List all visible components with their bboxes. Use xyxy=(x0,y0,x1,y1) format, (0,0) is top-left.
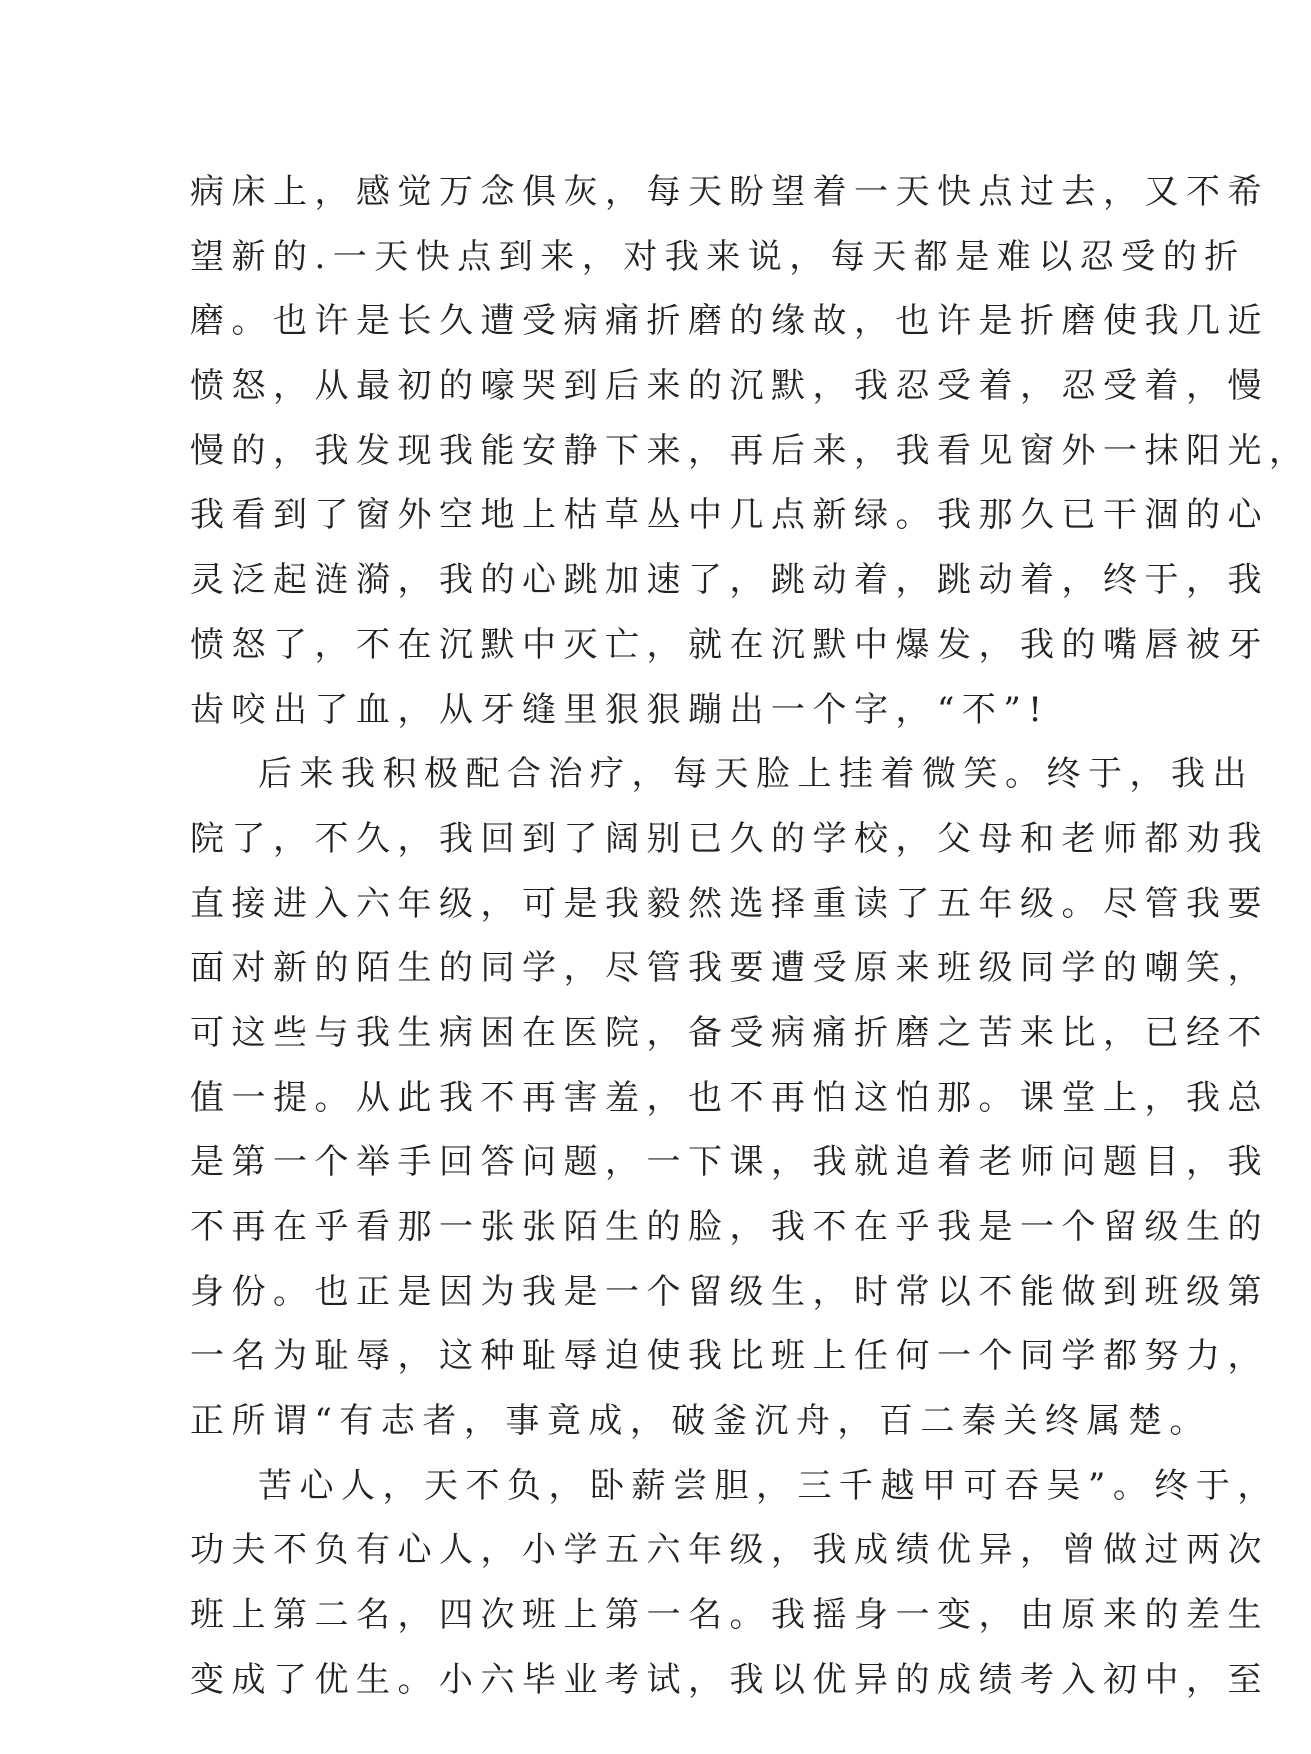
text-line: 可这些与我生病困在医院，备受病痛折磨之苦来比，已经不 xyxy=(190,1012,1269,1053)
paragraph-first-line: 后来我积极配合治疗，每天脸上挂着微笑。终于，我出 xyxy=(258,754,1254,795)
text-line: 正所谓“有志者，事竟成，破釜沉舟，百二秦关终属楚。 xyxy=(190,1401,1211,1442)
text-line: 是第一个举手回答问题，一下课，我就追着老师问题目，我 xyxy=(190,1142,1269,1183)
text-line: 功夫不负有心人，小学五六年级，我成绩优异，曾做过两次 xyxy=(190,1530,1269,1571)
text-line: 一名为耻辱，这种耻辱迫使我比班上任何一个同学都努力， xyxy=(190,1336,1269,1377)
text-line: 值一提。从此我不再害羞，也不再怕这怕那。课堂上，我总 xyxy=(190,1077,1269,1118)
text-line: 不再在乎看那一张张陌生的脸，我不在乎我是一个留级生的 xyxy=(190,1207,1269,1247)
text-line: 慢的，我发现我能安静下来，再后来，我看见窗外一抹阳光， xyxy=(190,430,1311,471)
text-line: 直接进入六年级，可是我毅然选择重读了五年级。尽管我要 xyxy=(190,883,1269,924)
text-line: 我看到了窗外空地上枯草丛中几点新绿。我那久已干涸的心 xyxy=(190,495,1269,536)
text-line: 灵泛起涟漪，我的心跳加速了，跳动着，跳动着，终于，我 xyxy=(190,560,1269,601)
body-text xyxy=(190,160,1311,1713)
paragraph-first-line: 苦心人，天不负，卧薪尝胆，三千越甲可吞吴”。终于， xyxy=(258,1465,1279,1506)
text-line: 病床上，感觉万念俱灰，每天盼望着一天快点过去，又不希 xyxy=(190,172,1269,212)
text-line: 齿咬出了血，从牙缝里狠狠蹦出一个字，“不”! xyxy=(190,689,1050,730)
text-line: 面对新的陌生的同学，尽管我要遭受原来班级同学的嘲笑， xyxy=(190,948,1269,989)
text-line: 身份。也正是因为我是一个留级生，时常以不能做到班级第 xyxy=(190,1271,1269,1312)
text-line: 变成了优生。小六毕业考试，我以优异的成绩考入初中，至 xyxy=(190,1659,1269,1700)
text-line: 望新的.一天快点到来，对我来说，每天都是难以忍受的折 xyxy=(190,236,1246,277)
text-line: 院了，不久，我回到了阔别已久的学校，父母和老师都劝我 xyxy=(190,818,1269,859)
text-line: 班上第二名，四次班上第一名。我摇身一变，由原来的差生 xyxy=(190,1595,1269,1636)
text-line: 磨。也许是长久遭受病痛折磨的缘故，也许是折磨使我几近 xyxy=(190,301,1269,342)
text-line: 愤怒，从最初的嚎哭到后来的沉默，我忍受着，忍受着，慢 xyxy=(190,366,1269,407)
text-line: 愤怒了，不在沉默中灭亡，就在沉默中爆发，我的嘴唇被牙 xyxy=(190,624,1269,665)
